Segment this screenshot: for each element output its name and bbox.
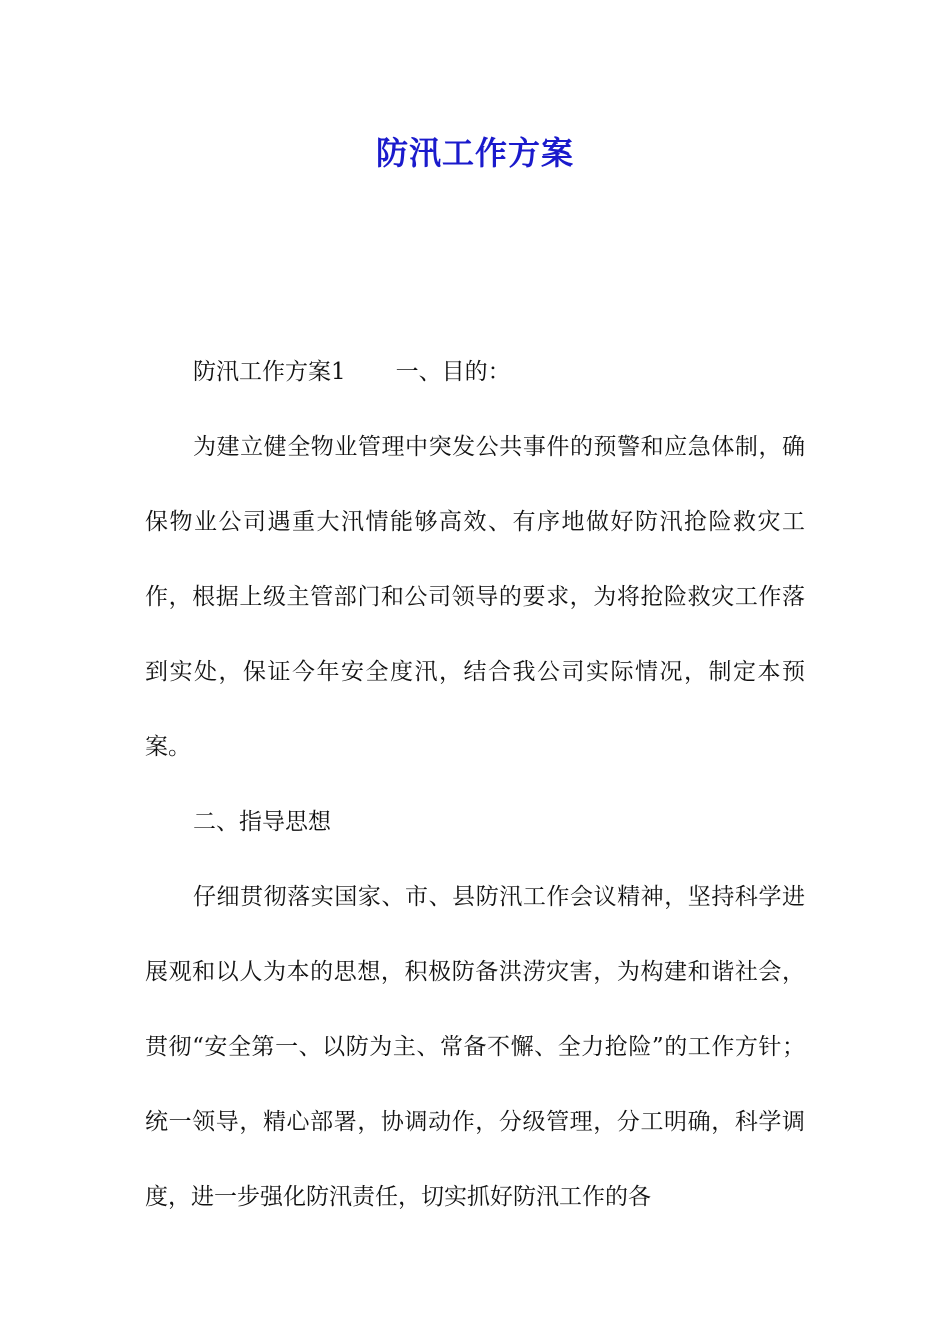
paragraph-1: [145, 335, 805, 410]
paragraph-4: 仔细贯彻落实国家、市、县防汛工作会议精神，坚持科学进展观和以人为本的思想，积极防备洪涝灾害，为构建和谐社会，贯彻“安全第一、以防为主、常备不懈、全力抢险”的工作方针；统一领导，精心部署，协调动作，分级管理，分工明确，科学调度，进一步强化防汛责任，切实抓好防汛工作的各: [145, 884, 805, 1210]
section-heading: 防汛工作方案1: [193, 359, 346, 385]
paragraph-3: 二、指导思想: [193, 809, 331, 835]
paragraph-2: 为建立健全物业管理中突发公共事件的预警和应急体制，确保物业公司遇重大汛情能够高效、有序地做好防汛抢险救灾工作，根据上级主管部门和公司领导的要求，为将抢险救灾工作落到实处，保证今年安全度汛，结合我公司实际情况，制定本预案。: [145, 434, 805, 760]
document-body: [145, 335, 805, 1235]
document-title: 防汛工作方案: [375, 134, 574, 172]
paragraph-text: 一、目的：: [395, 359, 511, 385]
